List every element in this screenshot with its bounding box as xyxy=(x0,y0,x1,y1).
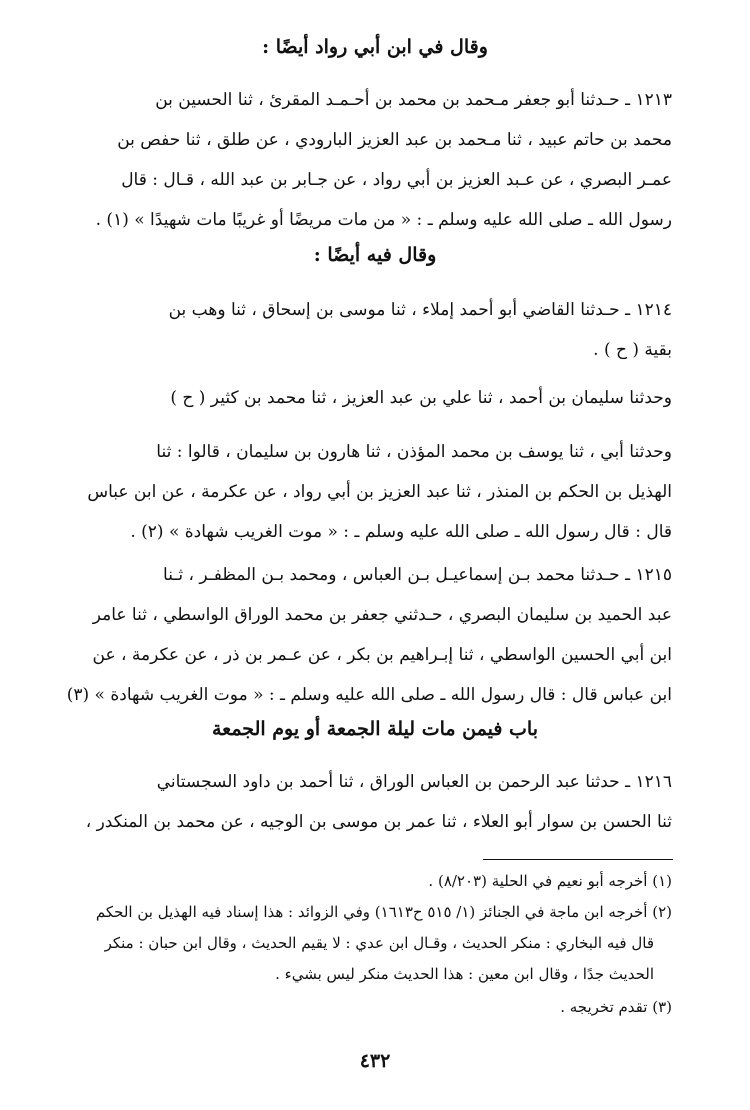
text-line: عمـر البصري ، عن عـبد العزيز بن أبي رواد ، عن جـابر بن عبد الله ، قـال : قال xyxy=(121,170,672,190)
text-line: عبد الحميد بن سليمان البصري ، حـدثني جعفر بن محمد الوراق الواسطي ، ثنا عامر xyxy=(92,605,672,625)
text-line: ١٢١٦ ـ حدثنا عبد الرحمن بن العباس الوراق ، ثنا أحمد بن داود السجستاني xyxy=(156,772,672,792)
hadith-1213 xyxy=(75,80,672,240)
text-line: بقية ( ح ) . xyxy=(593,340,672,360)
footnote-1 xyxy=(75,866,672,897)
section-heading-2: وقال فيه أيضًا : xyxy=(313,244,437,266)
hadith-1215 xyxy=(66,555,672,715)
footnote-separator xyxy=(483,859,673,860)
hadith-1214 xyxy=(75,290,672,370)
text-line: ابن أبي الحسين الواسطي ، ثنا إبـراهيم بن بكر ، عن عـمر بن ذر ، عن عكرمة ، عن xyxy=(92,645,672,665)
footnote-line: (١) أخرجه أبو نعيم في الحلية (٨/٢٠٣) . xyxy=(428,872,672,890)
text-line: وحدثنا سليمان بن أحمد ، ثنا علي بن عبد العزيز ، ثنا محمد بن كثير ( ح ) xyxy=(170,388,672,408)
text-line: وحدثنا أبي ، ثنا يوسف بن محمد المؤذن ، ثنا هارون بن سليمان ، قالوا : ثنا xyxy=(156,442,672,462)
text-line: قال : قال رسول الله ـ صلى الله عليه وسلم ـ : « موت الغريب شهادة » (٢) . xyxy=(130,522,672,542)
footnote-line: الحديث جدًا ، وقال ابن معين : هذا الحديث منكر ليس بشيء . xyxy=(275,965,654,983)
text-line: ١٢١٥ ـ حـدثنا محمد بـن إسماعيـل بـن العباس ، ومحمد بـن المظفـر ، ثـنا xyxy=(163,565,672,585)
text-line: رسول الله ـ صلى الله عليه وسلم ـ : « من مات مريضًا أو غريبًا مات شهيدًا » (١) . xyxy=(95,210,672,230)
hadith-1214-chain-3 xyxy=(75,432,672,552)
text-line: ١٢١٣ ـ حـدثنا أبو جعفر مـحمد بن محمد بن أحـمـد المقرئ ، ثنا الحسين بن xyxy=(155,90,672,110)
footnote-2 xyxy=(75,897,672,990)
footnote-line: (٢) أخرجه ابن ماجة في الجنائز (١/ ٥١٥ ح١٦١٣) وفي الزوائد : هذا إسناد فيه الهذيل بن الحكم xyxy=(95,903,672,921)
footnote-line: قال فيه البخاري : منكر الحديث ، وقـال ابن عدي : لا يقيم الحديث ، وقال ابن حبان : منكر xyxy=(104,934,654,952)
text-line: ١٢١٤ ـ حـدثنا القاضي أبو أحمد إملاء ، ثنا موسى بن إسحاق ، ثنا وهب بن xyxy=(168,300,672,320)
hadith-1214-chain-2 xyxy=(75,378,672,418)
page-number: ٤٣٢ xyxy=(359,1050,391,1072)
footnote-line: (٣) تقدم تخريجه . xyxy=(560,998,672,1016)
chapter-heading: باب فيمن مات ليلة الجمعة أو يوم الجمعة xyxy=(211,718,539,740)
section-heading-1: وقال في ابن أبي رواد أيضًا : xyxy=(262,36,488,58)
hadith-1216 xyxy=(75,762,672,842)
text-line: محمد بن حاتم عبيد ، ثنا مـحمد بن عبد العزيز البارودي ، عن طلق ، ثنا حفص بن xyxy=(117,130,672,150)
text-line: الهذيل بن الحكم بن المنذر ، ثنا عبد العزيز بن أبي رواد ، عن عكرمة ، عن ابن عباس xyxy=(87,482,672,502)
footnote-3 xyxy=(75,992,672,1023)
text-line: ثنا الحسن بن سوار أبو العلاء ، ثنا عمر بن موسى بن الوجيه ، عن محمد بن المنكدر ، xyxy=(85,812,672,832)
text-line: ابن عباس قال : قال رسول الله ـ صلى الله عليه وسلم ـ : « موت الغريب شهادة » (٣) xyxy=(66,685,672,705)
